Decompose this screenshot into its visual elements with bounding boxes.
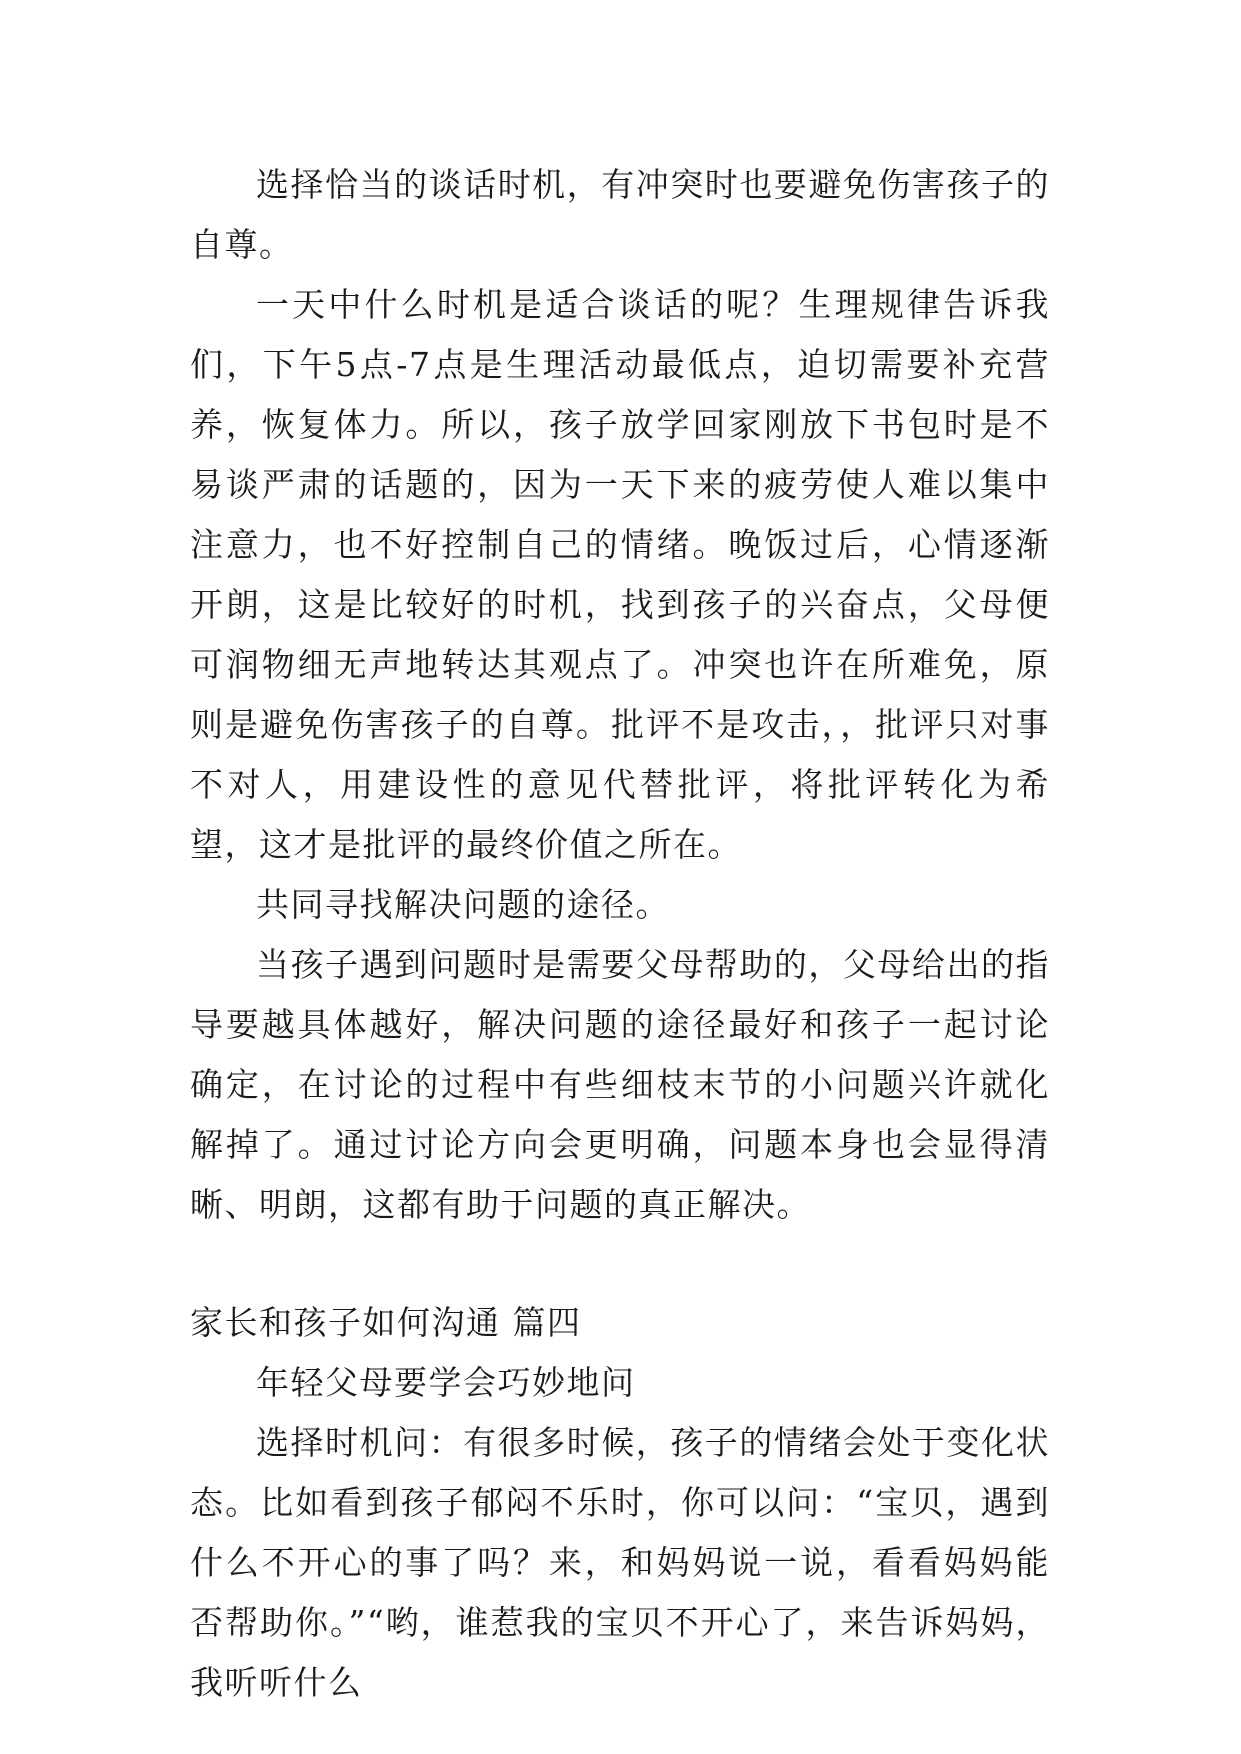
paragraph-timing-title: 选择恰当的谈话时机，有冲突时也要避免伤害孩子的自尊。	[190, 165, 1050, 264]
paragraph-ask-title: 年轻父母要学会巧妙地问	[256, 1363, 636, 1402]
section-heading: 家长和孩子如何沟通 篇四	[190, 1303, 582, 1342]
paragraph-solution-body: 当孩子遇到问题时是需要父母帮助的，父母给出的指导要越具体越好，解决问题的途径最好和孩子一起讨论确定，在讨论的过程中有些细枝末节的小问题兴许就化解掉了。通过讨论方向会更明确，问题本身也会显得清晰、明朗，这都有助于问题的真正解决。	[190, 945, 1050, 1224]
document-body	[190, 155, 1050, 1713]
paragraph-timing-body: 一天中什么时机是适合谈话的呢？生理规律告诉我们，下午5点-7点是生理活动最低点，迫切需要补充营养，恢复体力。所以，孩子放学回家刚放下书包时是不易谈严肃的话题的，因为一天下来的疲劳使人难以集中注意力，也不好控制自己的情绪。晚饭过后，心情逐渐开朗，这是比较好的时机，找到孩子的兴奋点，父母便可润物细无声地转达其观点了。冲突也许在所难免，原则是避免伤害孩子的自尊。批评不是攻击，，批评只对事不对人，用建设性的意见代替批评，将批评转化为希望，这才是批评的最终价值之所在。	[190, 285, 1050, 864]
paragraph-solution-title: 共同寻找解决问题的途径。	[256, 885, 670, 924]
paragraph-ask-body: 选择时机问：有很多时候，孩子的情绪会处于变化状态。比如看到孩子郁闷不乐时，你可以问：“宝贝，遇到什么不开心的事了吗？来，和妈妈说一说，看看妈妈能否帮助你。”“哟，谁惹我的宝贝不开心了，来告诉妈妈，我听听什么	[190, 1423, 1050, 1702]
